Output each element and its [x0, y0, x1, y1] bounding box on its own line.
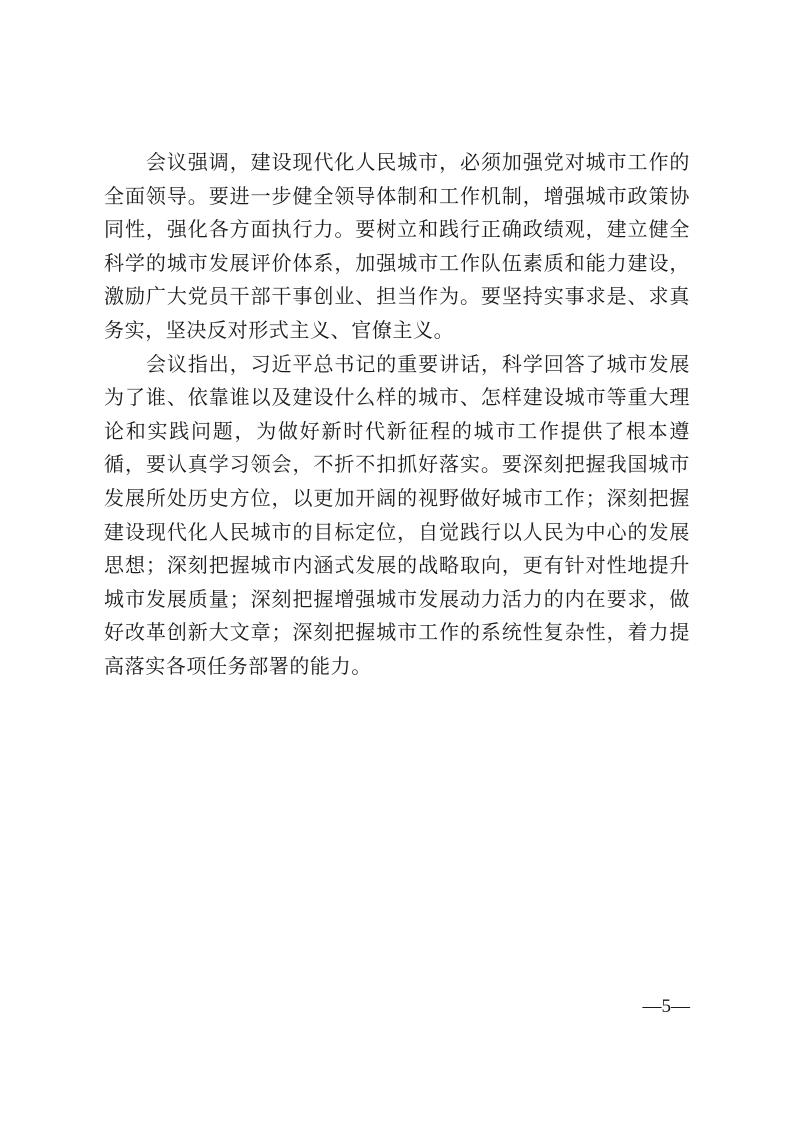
- paragraph-meeting-points: 会议指出，习近平总书记的重要讲话，科学回答了城市发展为了谁、依靠谁以及建设什么样的城市、怎样建设城市等重大理论和实践问题，为做好新时代新征程的城市工作提供了根本遵循，要认真学习领会，不折不扣抓好落实。要深刻把握我国城市发展所处历史方位，以更加开阔的视野做好城市工作；深刻把握建设现代化人民城市的目标定位，自觉践行以人民为中心的发展思想；深刻把握城市内涵式发展的战略取向，更有针对性地提升城市发展质量；深刻把握增强城市发展动力活力的内在要求，做好改革创新大文章；深刻把握城市工作的系统性复杂性，着力提高落实各项任务部署的能力。: [104, 351, 690, 678]
- paragraph-meeting-emphasis: 会议强调，建设现代化人民城市，必须加强党对城市工作的全面领导。要进一步健全领导体制和工作机制，增强城市政策协同性，强化各方面执行力。要树立和践行正确政绩观，建立健全科学的城市发展评价体系，加强城市工作队伍素质和能力建设，激励广大党员干部干事创业、担当作为。要坚持实事求是、求真务实，坚决反对形式主义、官僚主义。: [104, 150, 690, 342]
- page-number: —5—: [642, 996, 690, 1017]
- document-body: [104, 146, 690, 684]
